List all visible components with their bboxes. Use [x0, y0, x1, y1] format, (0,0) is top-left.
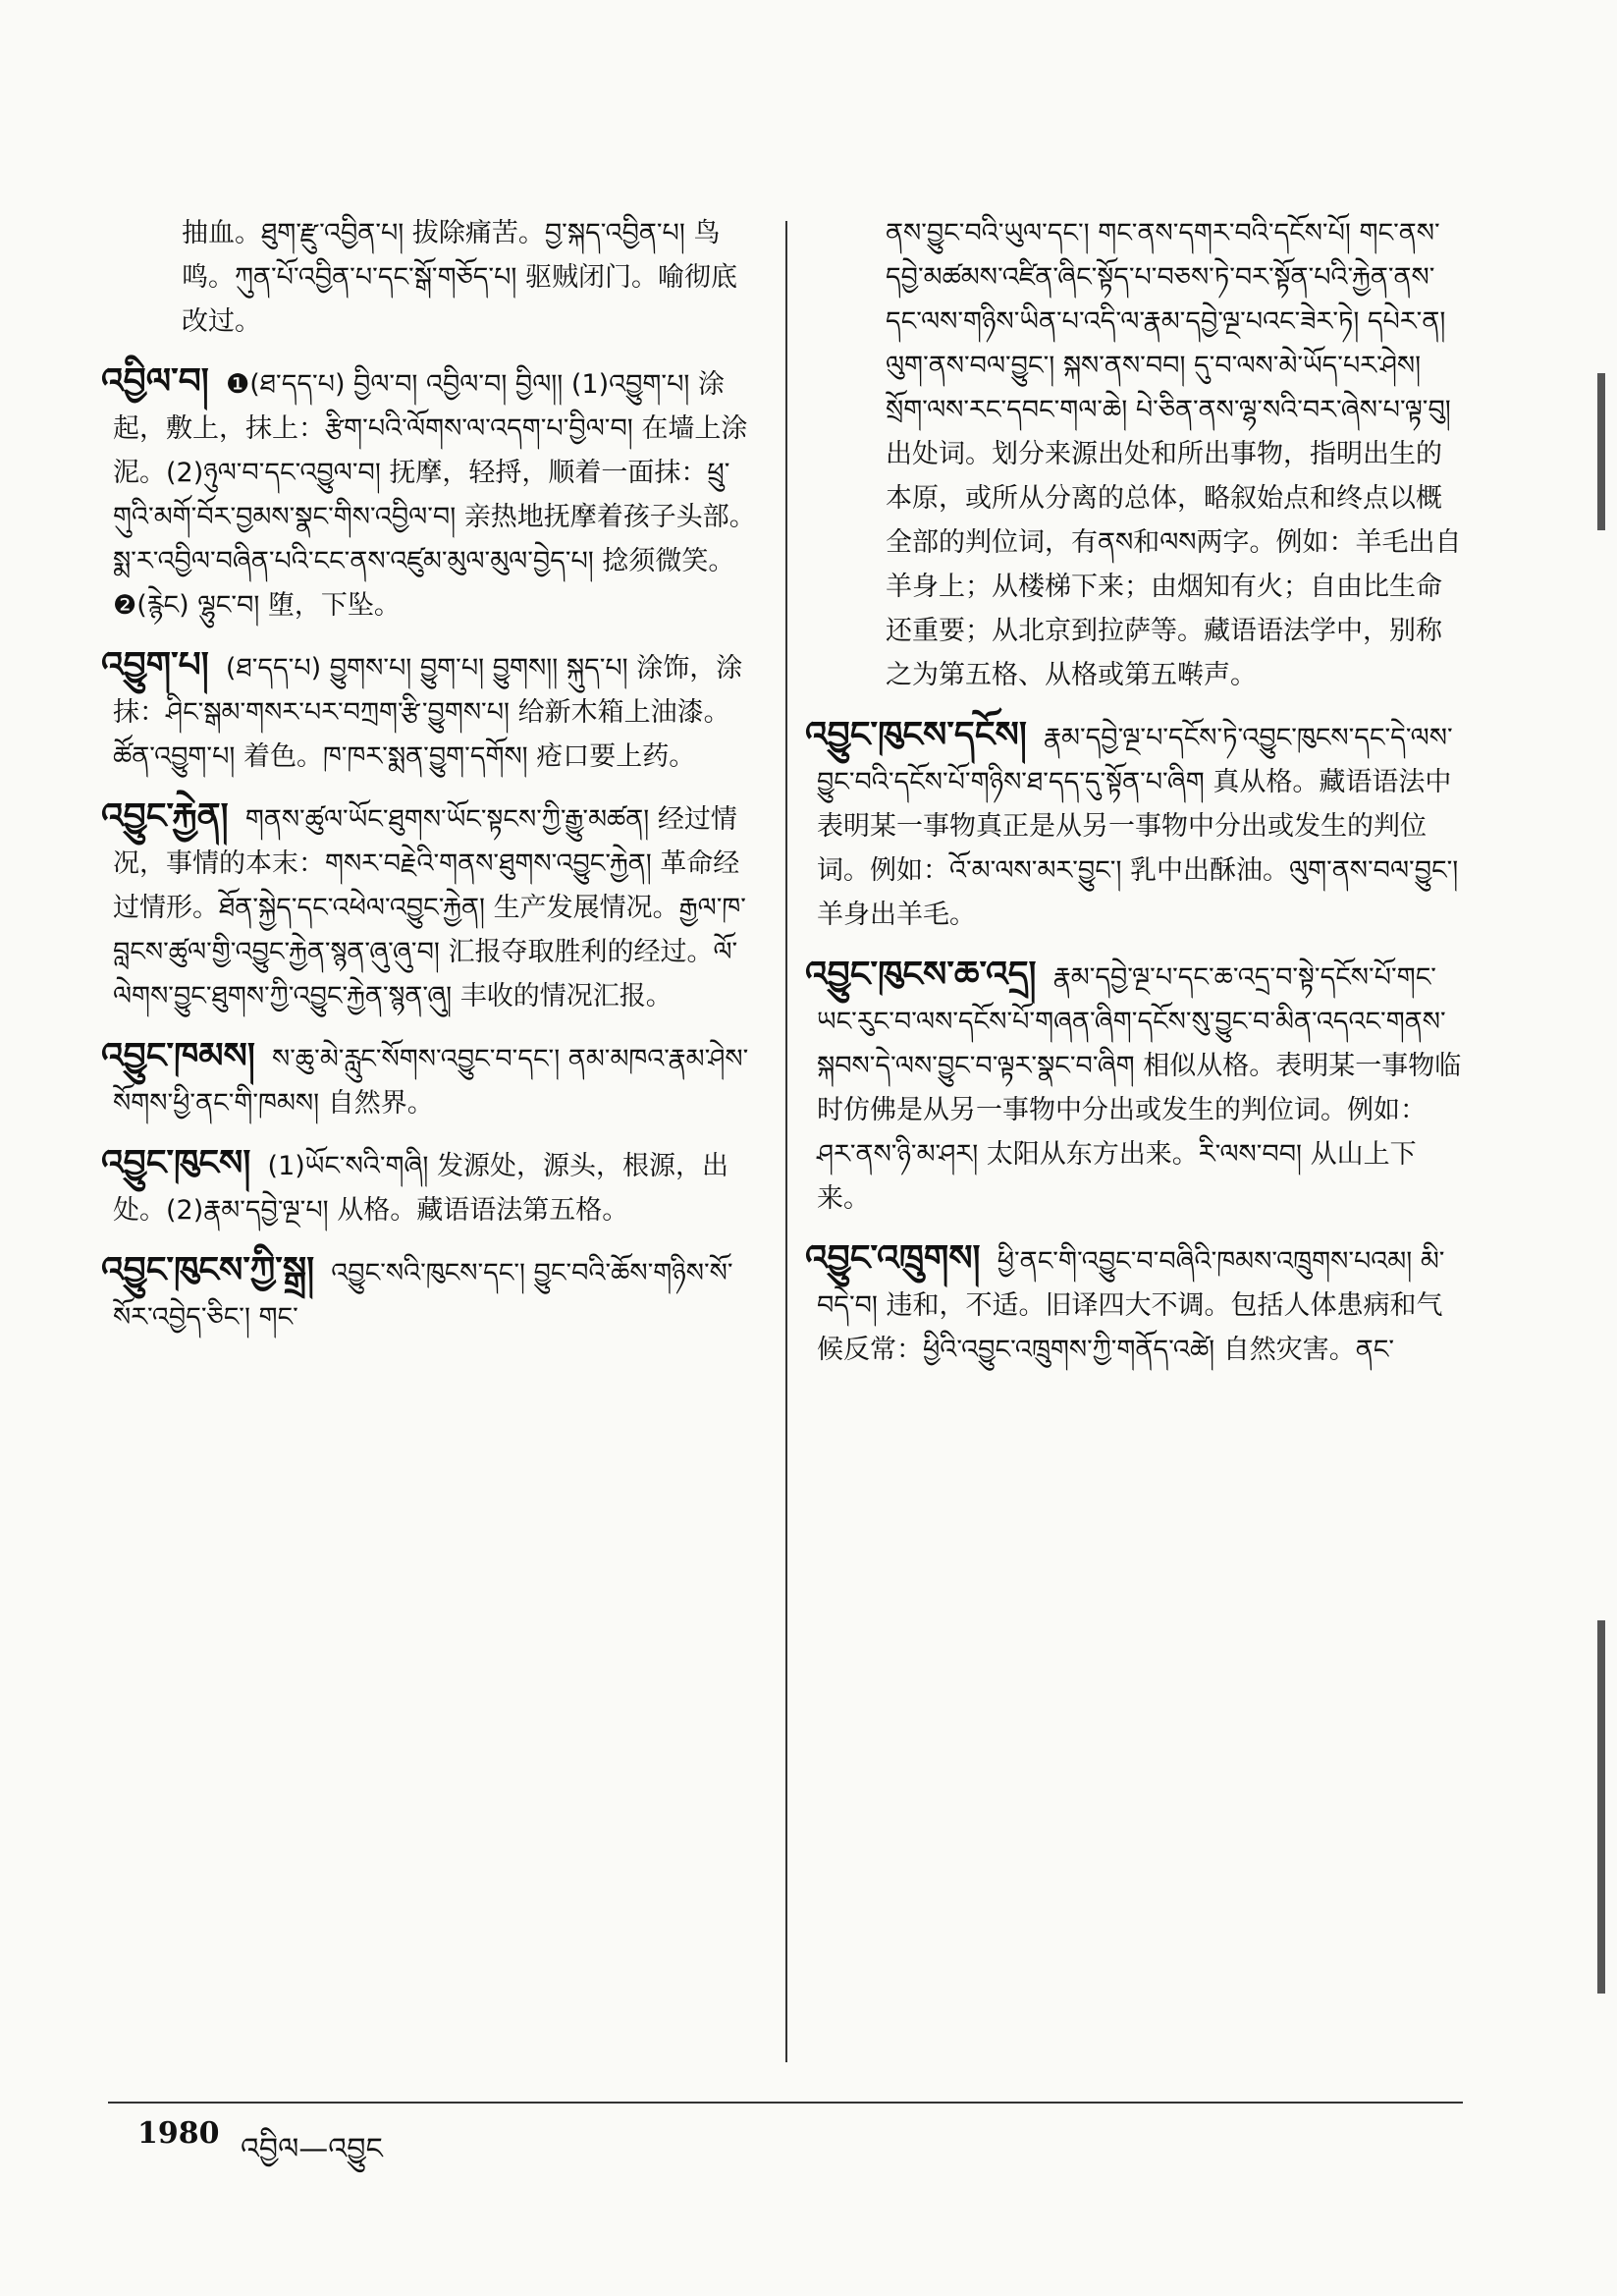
entry-text: གནས་ཚུལ་ཡོང་ཐུགས་ཡོང་སྟངས་ཀྱི་རྒྱུ་མཚན། 经过情况，事情的本末：གསར་བརྗེའི་གནས་ཐུགས་འབྱུང་རྐྱེན། 革命经过情形。ཐོན་སྐྱེད་དང་འཕེལ་འབྱུང་རྐྱེན། 生产发展情况。རྒྱལ་ཁ་བླངས་ཚུལ་གྱི་འབྱུང་རྐྱེན་སྙན་ཞུ་ཞུ་བ། 汇报夺取胜利的经过。ལོ་ལེགས་བྱུང་ཐུགས་ཀྱི་འབྱུང་རྐྱེན་སྙན་ཞུ། 丰收的情况汇报。: [113, 804, 746, 1011]
headword: འབྱུང་ཁུངས་ཀྱི་སྒྲ།: [101, 1250, 315, 1290]
headword: འབྱུང་ཁམས།: [101, 1036, 255, 1076]
entry: [805, 953, 1465, 1221]
entry: [817, 211, 1465, 697]
guide-words: འབྱིལ—འབྱུང: [241, 2132, 383, 2166]
left-column: [101, 211, 756, 1355]
entry-text: (ཐ་དད་པ) བྱུགས་པ། བྱུག་པ། བྱུགས།། སྐུད་པ། 涂饰，涂抹：ཤིང་སྒམ་གསར་པར་བཀྲག་རྩི་བྱུགས་པ། 给新木箱上油漆。ཚོན་འབྱུག་པ། 着色。ཁ་ཁར་སྨན་བྱུག་དགོས། 疮口要上药。: [113, 653, 743, 772]
headword: འབྱིལ་བ།: [101, 361, 209, 402]
headword: འབྱུང་རྐྱེན།: [101, 796, 229, 837]
entry-text: (1)ཡོང་སའི་གཞི། 发源处，源头，根源，出处。(2)རྣམ་དབྱེ་ལྔ་པ། 从格。藏语语法第五格。: [113, 1151, 728, 1226]
headword: འབྱུང་ཁུངས་དངོས།: [805, 715, 1027, 755]
entry: [101, 643, 756, 779]
entry-text: རྣམ་དབྱེ་ལྔ་པ་དངོས་ཏེ་འབྱུང་ཁུངས་དང་དེ་ལས་བྱུང་བའི་དངོས་པོ་གཉིས་ཐ་དད་དུ་སྟོན་པ་ཞིག 真从格。藏语语法中表明某一事物真正是从另一事物中分出或发生的判位词。例如：འོ་མ་ལས་མར་བྱུང་། 乳中出酥油。ལུག་ནས་བལ་བྱུང་། 羊身出羊毛。: [817, 723, 1459, 930]
entry: [805, 1236, 1465, 1372]
entry-text: ནས་བྱུང་བའི་ཡུལ་དང་། གང་ནས་དགར་བའི་དངོས་པོ། གང་ནས་དབྱེ་མཚམས་འཛིན་ཞིང་སྟོད་པ་བཅས་ཏེ་བར་སྟོན་པའི་རྐྱེན་ནས་དང་ལས་གཉིས་ཡིན་པ་འདི་ལ་རྣམ་དབྱེ་ལྔ་པའང་ཟེར་ཏེ། དཔེར་ན། ལུག་ནས་བལ་བྱུང་། སྐས་ནས་བབ། དུ་བ་ལས་མེ་ཡོད་པར་ཤེས། སྲོག་ལས་རང་དབང་གལ་ཆེ། པེ་ཅིན་ནས་ལྷ་སའི་བར་ཞེས་པ་ལྟ་བུ། 出处词。划分来源出处和所出事物，指明出生的本原，或所从分离的总体，略叙始点和终点以概全部的判位词，有ནས和ལས两字。例如：羊毛出自羊身上；从楼梯下来；由烟知有火；自由比生命还重要；从北京到拉萨等。藏语语法学中，别称之为第五格、从格或第五啭声。: [886, 218, 1462, 690]
entry-text: ཕྱི་ནང་གི་འབྱུང་བ་བཞིའི་ཁམས་འཁྲུགས་པའམ། མི་བདེ་བ། 违和，不适。旧译四大不调。包括人体患病和气候反常：ཕྱིའི་འབྱུང་འཁྲུགས་ཀྱི་གནོད་འཚེ། 自然灾害。ནང་: [817, 1246, 1445, 1365]
headword: འབྱུང་ཁུངས།: [101, 1143, 251, 1183]
column-divider: [785, 221, 787, 2062]
right-column: [805, 211, 1465, 1388]
headword: འབྱུང་ཁུངས་ཆ་འདྲ།: [805, 955, 1037, 995]
entry: [101, 1248, 756, 1339]
footer-rule: [108, 2102, 1463, 2104]
scan-edge-mark: [1597, 373, 1605, 530]
page-number: 1980: [137, 2116, 220, 2151]
headword: འབྱུག་པ།: [101, 645, 209, 685]
scan-edge-mark: [1597, 1620, 1605, 1994]
entry-text: ས་ཆུ་མེ་རླུང་སོགས་འབྱུང་བ་དང་། ནམ་མཁའ་རྣམ་ཤེས་སོགས་ཕྱི་ནང་གི་ཁམས། 自然界。: [113, 1044, 749, 1119]
entry-text: འབྱུང་སའི་ཁུངས་དང་། བྱུང་བའི་ཆོས་གཉིས་སོ་སོར་འབྱེད་ཅིང་། གང་: [113, 1258, 733, 1333]
entry: [101, 794, 756, 1018]
entry: [101, 1034, 756, 1125]
headword: འབྱུང་འཁྲུགས།: [805, 1238, 981, 1279]
entry-text: རྣམ་དབྱེ་ལྔ་པ་དང་ཆ་འདྲ་བ་སྟེ་དངོས་པོ་གང་ཡང་རུང་བ་ལས་དངོས་པོ་གཞན་ཞིག་དངོས་སུ་བྱུང་བ་མིན་འདའང་གནས་སྐབས་དེ་ལས་བྱུང་བ་ལྟར་སྣང་བ་ཞིག 相似从格。表明某一事物临时仿佛是从另一事物中分出或发生的判位词。例如：ཤར་ནས་ཉི་མ་ཤར། 太阳从东方出来。རི་ལས་བབ། 从山上下来。: [817, 962, 1462, 1214]
entry: [101, 1141, 756, 1232]
entry: [805, 713, 1465, 937]
entry-text: ❶(ཐ་དད་པ) བྱིལ་བ། འབྱིལ་བ། བྱིལ།། (1)འབྱུག་པ། 涂起，敷上，抹上：རྩིག་པའི་ལོགས་ལ་འདག་པ་བྱིལ་བ། 在墙上涂泥。(2)ཉུལ་བ་དང་འབྱུལ་བ། 抚摩，轻捋，顺着一面抹：ཕྲུ་གུའི་མགོ་བོར་བྱམས་སྣང་གིས་འབྱིལ་བ། 亲热地抚摩着孩子头部。སྨ་ར་འབྱིལ་བཞིན་པའི་ངང་ནས་འཛུམ་མུལ་མུལ་བྱེད་པ། 捻须微笑。❷(རྙེང) ལྷུང་བ། 堕，下坠。: [113, 369, 756, 621]
entry-text: 抽血。ཐུག་རྫུ་འབྱིན་པ། 拔除痛苦。བྱ་སྐད་འབྱིན་པ། 鸟鸣。ཀུན་པོ་འབྱིན་པ་དང་སྒོ་གཅོད་པ། 驱贼闭门。喻彻底改过。: [182, 218, 737, 337]
entry: [113, 211, 756, 344]
entry: [101, 359, 756, 628]
